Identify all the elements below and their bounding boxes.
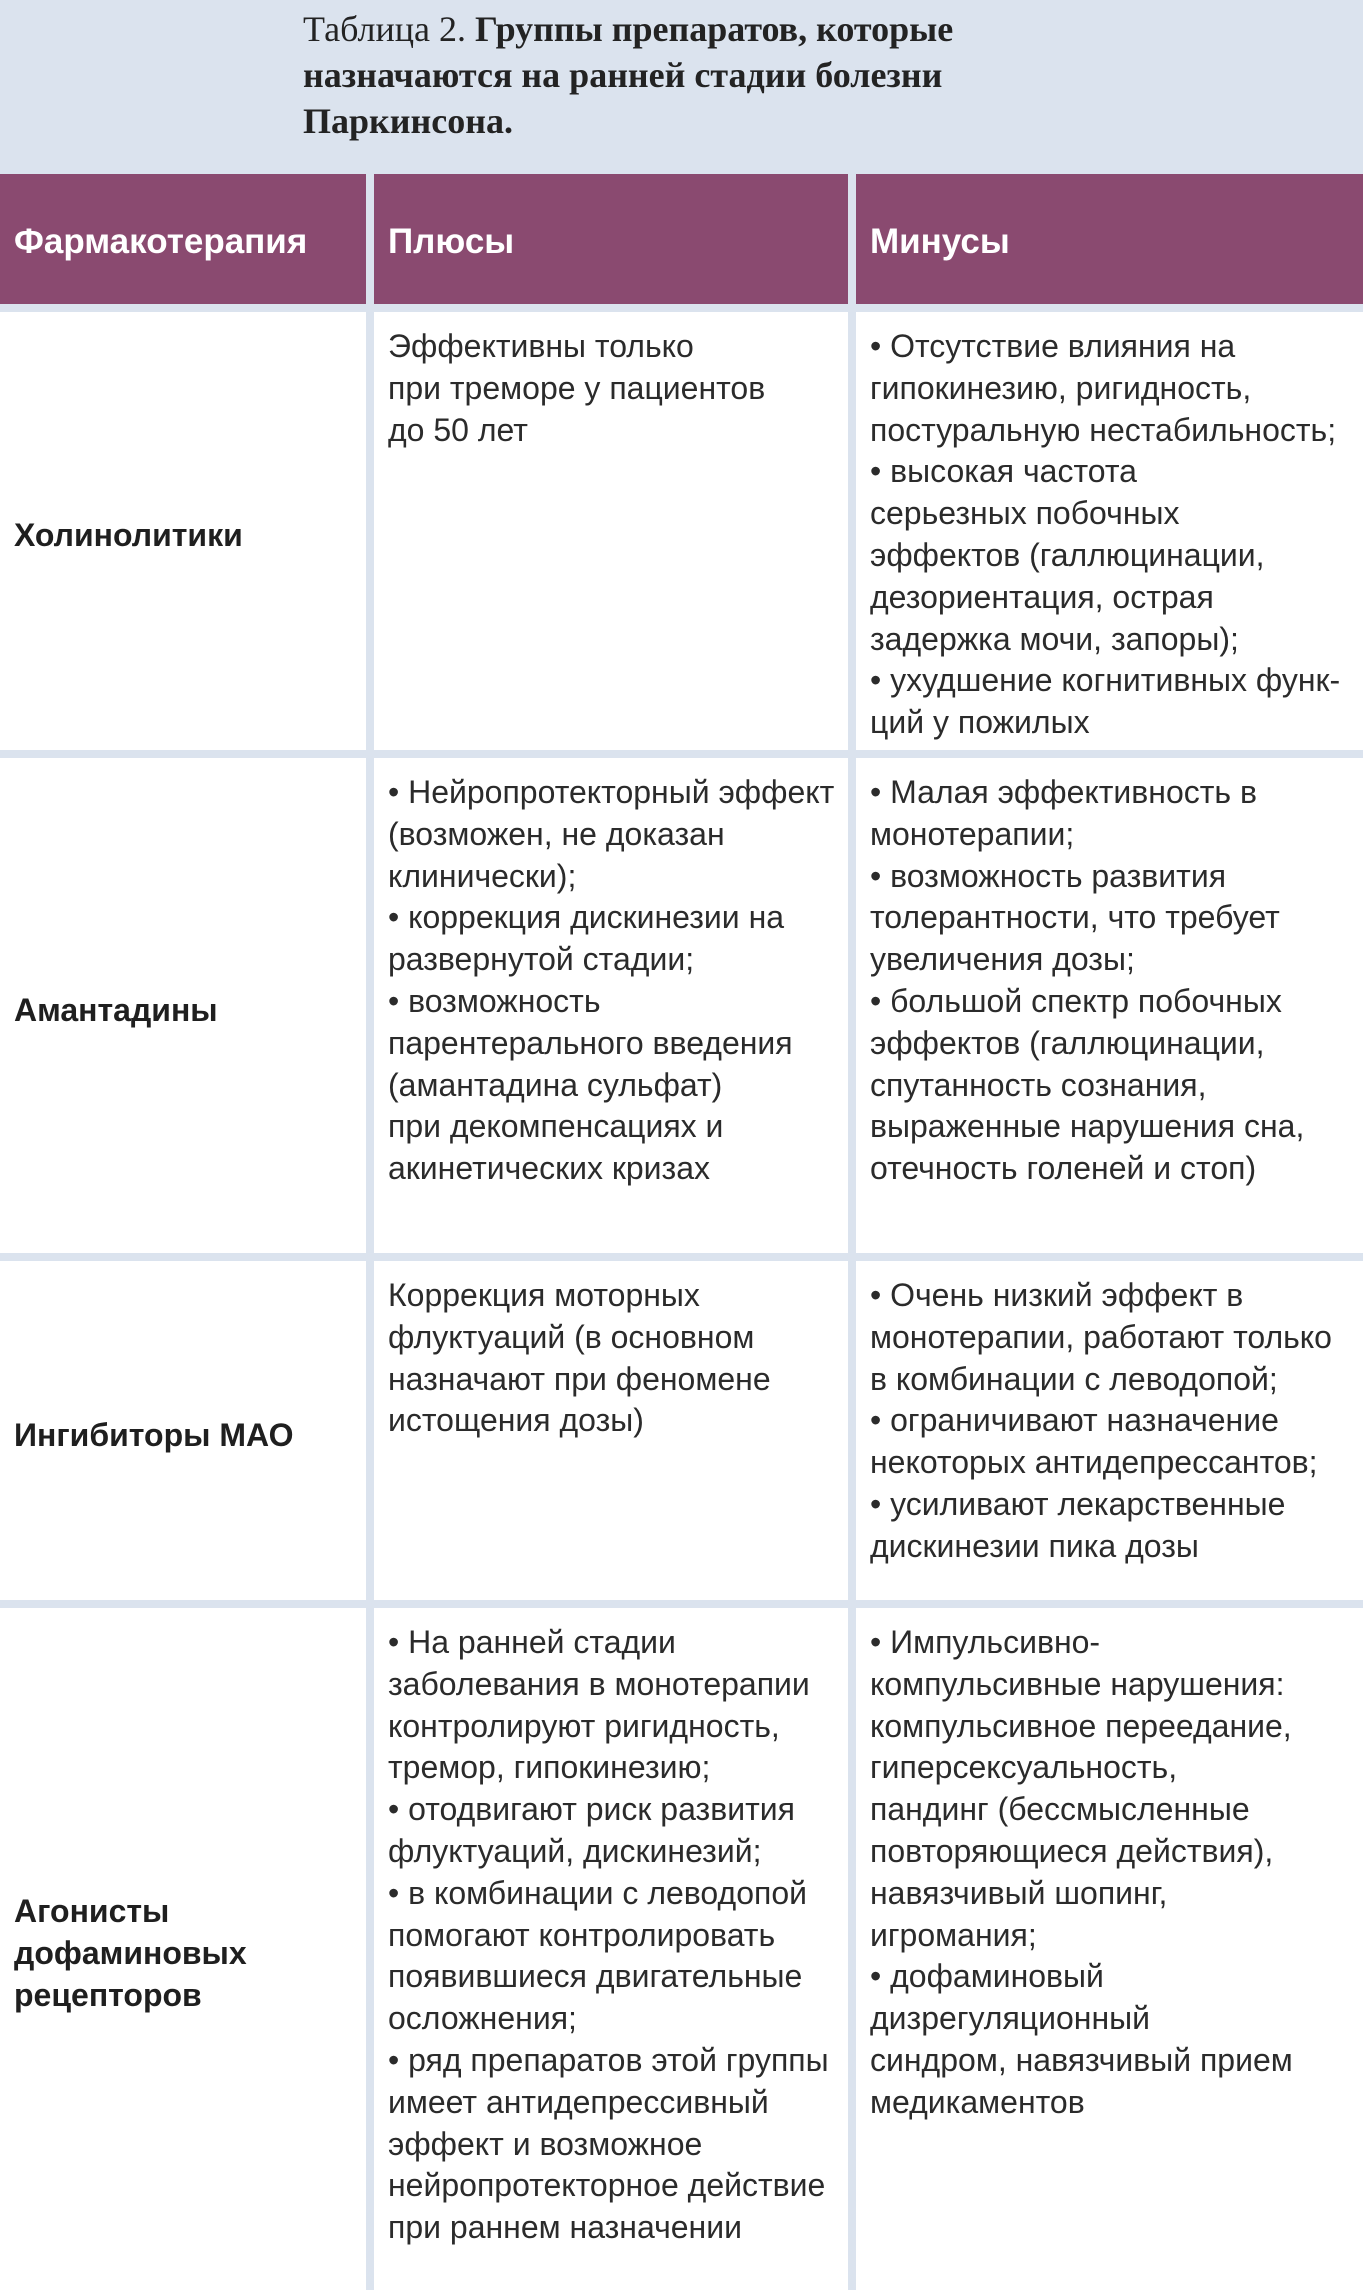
text-line: серьезных побочных xyxy=(870,495,1180,532)
text-line: помогают контролировать xyxy=(388,1916,776,1953)
drug-group-name-dopamine-agonists xyxy=(0,1600,374,2290)
pros-cell-amantadines xyxy=(374,750,856,1253)
text-line: увеличения дозы; xyxy=(870,941,1135,978)
text-line: тремор, гипокинезию; xyxy=(388,1749,711,1786)
cons-cell-amantadines xyxy=(856,750,1363,1253)
cons-cell-text xyxy=(870,326,1353,744)
text-line: • Импульсивно- xyxy=(870,1624,1101,1660)
header-pros: Плюсы xyxy=(374,174,856,304)
text-line: до 50 лет xyxy=(388,411,528,448)
text-line: гипокинезию, ригидность, xyxy=(870,369,1252,406)
text-line: Эффективны только xyxy=(388,328,694,364)
text-line: монотерапии; xyxy=(870,815,1075,852)
text-line: • Малая эффективность в xyxy=(870,774,1257,810)
cons-cell-text xyxy=(870,1622,1353,2124)
text-line: эффектов (галлюцинации, xyxy=(870,536,1265,573)
text-line: при декомпенсациях и xyxy=(388,1108,724,1145)
text-line: монотерапии, работают только xyxy=(870,1318,1332,1355)
text-line: • отодвигают риск развития xyxy=(388,1791,795,1828)
table-title-line-1: Группы препаратов, которые xyxy=(474,9,954,49)
text-line: имеет антидепрессивный xyxy=(388,2083,769,2120)
drug-group-name-text xyxy=(14,1890,247,2016)
table-title-line-2: назначаются на ранней стадии болезни xyxy=(303,55,943,95)
text-line: повторяющиеся действия), xyxy=(870,1832,1274,1869)
text-line: • На ранней стадии xyxy=(388,1624,676,1660)
text-line: Ингибиторы МАО xyxy=(14,1416,294,1453)
text-line: (амантадина сульфат) xyxy=(388,1066,723,1103)
text-line: дискинезии пика дозы xyxy=(870,1527,1199,1564)
pros-cell-text xyxy=(388,1622,838,2249)
text-line: Агонисты xyxy=(14,1893,170,1929)
text-line: флуктуаций, дискинезий; xyxy=(388,1832,762,1869)
text-line: • ряд препаратов этой группы xyxy=(388,2041,829,2078)
drug-group-name-anticholinergics xyxy=(0,304,374,750)
text-line: пандинг (бессмысленные xyxy=(870,1791,1250,1828)
text-line: спутанность сознания, xyxy=(870,1066,1207,1103)
text-line: (возможен, не доказан xyxy=(388,815,725,852)
pros-cell-dopamine-agonists xyxy=(374,1600,856,2290)
text-line: клинически); xyxy=(388,857,577,894)
cons-cell-dopamine-agonists xyxy=(856,1600,1363,2290)
text-line: • дофаминовый xyxy=(870,1958,1104,1995)
text-line: • Отсутствие влияния на xyxy=(870,328,1236,364)
text-line: • усиливают лекарственные xyxy=(870,1485,1286,1522)
pros-cell-text xyxy=(388,1275,838,1442)
text-line: в комбинации с леводопой; xyxy=(870,1360,1278,1397)
text-line: • возможность развития xyxy=(870,857,1227,894)
text-line: игромания; xyxy=(870,1916,1037,1953)
text-line: флуктуаций (в основном xyxy=(388,1318,755,1355)
text-line: Коррекция моторных xyxy=(388,1277,700,1313)
drug-group-name-text xyxy=(14,1414,294,1456)
text-line: нейропротекторное действие xyxy=(388,2167,826,2204)
text-line: некоторых антидепрессантов; xyxy=(870,1444,1318,1481)
text-line: • Нейропротекторный эффект xyxy=(388,774,835,810)
text-line: назначают при феномене xyxy=(388,1360,771,1397)
text-line: контролируют ригидность, xyxy=(388,1707,780,1744)
drug-group-name-text xyxy=(14,989,218,1031)
text-line: • Очень низкий эффект в xyxy=(870,1277,1244,1313)
text-line: Холинолитики xyxy=(14,517,243,553)
text-line: истощения дозы) xyxy=(388,1402,644,1439)
text-line: развернутой стадии; xyxy=(388,941,695,978)
table-number-label: Таблица 2. xyxy=(303,9,466,49)
text-line: акинетических кризах xyxy=(388,1150,710,1187)
text-line: постуральную нестабильность; xyxy=(870,411,1337,448)
text-line: отечность голеней и стоп) xyxy=(870,1150,1257,1187)
text-line: медикаментов xyxy=(870,2083,1085,2120)
pros-cell-mao-inhibitors xyxy=(374,1253,856,1600)
text-line: эффектов (галлюцинации, xyxy=(870,1024,1265,1061)
header-pharmacotherapy: Фармакотерапия xyxy=(0,174,374,304)
cons-cell-text xyxy=(870,1275,1353,1568)
text-line: компульсивные нарушения: xyxy=(870,1665,1285,1702)
text-line: заболевания в монотерапии xyxy=(388,1665,810,1702)
pros-cell-anticholinergics xyxy=(374,304,856,750)
text-line: дофаминовых xyxy=(14,1935,247,1971)
text-line: при треморе у пациентов xyxy=(388,369,766,406)
text-line: дизрегуляционный xyxy=(870,2000,1150,2037)
text-line: • коррекция дискинезии на xyxy=(388,899,785,936)
table-title xyxy=(303,6,1303,144)
cons-cell-anticholinergics xyxy=(856,304,1363,750)
table-title-line-3: Паркинсона. xyxy=(303,101,513,141)
text-line: навязчивый шопинг, xyxy=(870,1874,1168,1911)
text-line: дезориентация, острая xyxy=(870,578,1214,615)
text-line: гиперсексуальность, xyxy=(870,1749,1178,1786)
text-line: задержка мочи, запоры); xyxy=(870,620,1239,657)
text-line: парентерального введения xyxy=(388,1024,793,1061)
text-line: • в комбинации с леводопой xyxy=(388,1874,807,1911)
text-line: толерантности, что требует xyxy=(870,899,1280,936)
text-line: • возможность xyxy=(388,982,601,1019)
pros-cell-text xyxy=(388,772,838,1190)
text-line: осложнения; xyxy=(388,2000,577,2037)
text-line: рецепторов xyxy=(14,1977,202,2013)
drug-group-name-mao-inhibitors xyxy=(0,1253,374,1600)
drug-groups-table xyxy=(0,174,1363,2290)
text-line: компульсивное переедание, xyxy=(870,1707,1292,1744)
text-line: эффект и возможное xyxy=(388,2125,703,2162)
cons-cell-mao-inhibitors xyxy=(856,1253,1363,1600)
text-line: при раннем назначении xyxy=(388,2209,742,2246)
text-line: синдром, навязчивый прием xyxy=(870,2041,1293,2078)
text-line: ций у пожилых xyxy=(870,704,1090,741)
drug-group-name-text xyxy=(14,514,243,556)
cons-cell-text xyxy=(870,772,1353,1190)
text-line: появившиеся двигательные xyxy=(388,1958,803,1995)
text-line: • ограничивают назначение xyxy=(870,1402,1279,1439)
text-line: • высокая частота xyxy=(870,453,1137,490)
pros-cell-text xyxy=(388,326,838,451)
text-line: • большой спектр побочных xyxy=(870,982,1282,1019)
drug-group-name-amantadines xyxy=(0,750,374,1253)
text-line: Амантадины xyxy=(14,991,218,1028)
text-line: • ухудшение когнитивных функ- xyxy=(870,662,1341,699)
text-line: выраженные нарушения сна, xyxy=(870,1108,1305,1145)
header-cons: Минусы xyxy=(856,174,1363,304)
